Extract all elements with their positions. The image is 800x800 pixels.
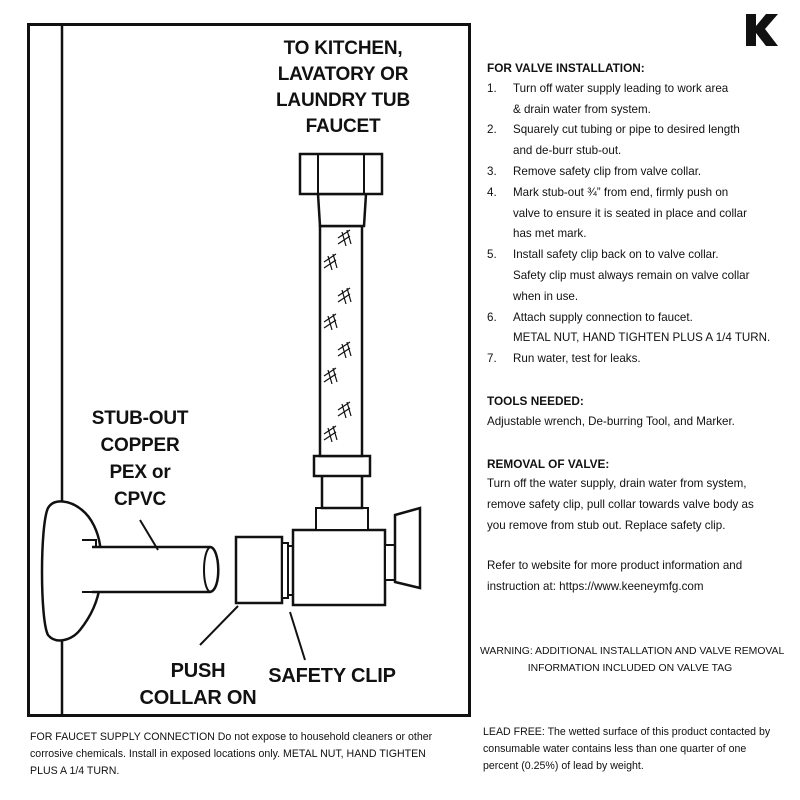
instructions-panel xyxy=(487,58,787,597)
installation-step xyxy=(487,308,787,350)
step-text: valve to ensure it is seated in place and collar xyxy=(513,206,747,220)
footer-left-text: PLUS A 1/4 TURN. xyxy=(30,765,120,777)
installation-step xyxy=(487,120,787,162)
footer-left-text: corrosive chemicals. Install in exposed locations only. METAL NUT, HAND TIGHTEN xyxy=(30,748,426,760)
removal-text: you remove from stub out. Replace safety clip. xyxy=(487,518,726,532)
safety-clip-label: SAFETY CLIP xyxy=(268,665,396,687)
compression-nut xyxy=(314,456,370,476)
installation-step xyxy=(487,245,787,307)
warning-note xyxy=(480,643,785,677)
tools-heading: TOOLS NEEDED: xyxy=(487,393,584,408)
warning-text: INFORMATION INCLUDED ON VALVE TAG xyxy=(527,663,733,674)
step-text: Mark stub-out ¾” from end, firmly push on xyxy=(513,185,729,199)
step-number: 4. xyxy=(487,185,497,199)
push-collar xyxy=(236,537,282,603)
website-text: instruction at: https://www.keeneymfg.com xyxy=(487,579,704,593)
faucet-label-line: FAUCET xyxy=(305,116,381,137)
step-text: Remove safety clip from valve collar. xyxy=(513,164,702,178)
spacer xyxy=(487,370,787,391)
step-number: 1. xyxy=(487,81,497,95)
compression-fitting xyxy=(322,474,362,508)
faucet-label xyxy=(258,36,428,140)
installation-steps xyxy=(487,79,787,370)
stub-leader-line xyxy=(140,520,158,550)
step-text: METAL NUT, HAND TIGHTEN PLUS A 1/4 TURN. xyxy=(513,331,771,345)
footer-right-text: consumable water contains less than one quarter of one xyxy=(483,743,747,755)
step-text: Turn off water supply leading to work area xyxy=(513,81,729,95)
spacer xyxy=(487,537,787,556)
step-text: Run water, test for leaks. xyxy=(513,352,641,366)
website-text: Refer to website for more product information and xyxy=(487,558,743,572)
stub-label-line: COPPER xyxy=(100,435,180,456)
step-text: Safety clip must always remain on valve collar xyxy=(513,268,750,282)
stub-label-line: PEX or xyxy=(109,462,171,483)
removal-heading: REMOVAL OF VALVE: xyxy=(487,456,610,471)
step-number: 3. xyxy=(487,164,497,178)
step-text: Squarely cut tubing or pipe to desired length xyxy=(513,123,740,137)
installation-step xyxy=(487,79,787,121)
clip-leader-line xyxy=(290,612,305,660)
stub-label-line: CPVC xyxy=(114,489,166,510)
valve-handle xyxy=(395,508,420,588)
hose-ferrule xyxy=(318,194,366,226)
step-number: 5. xyxy=(487,248,497,262)
keeney-k-logo-icon xyxy=(744,12,780,48)
installation-heading: FOR VALVE INSTALLATION: xyxy=(487,61,645,75)
push-leader-line xyxy=(200,606,238,645)
step-text: and de-burr stub-out. xyxy=(513,144,622,158)
valve-outlet xyxy=(316,508,368,530)
installation-step xyxy=(487,349,787,370)
stub-out-label xyxy=(80,405,200,513)
step-text: Attach supply connection to faucet. xyxy=(513,310,693,324)
footer-right-text: LEAD FREE: The wetted surface of this product contacted by xyxy=(483,726,771,738)
valve-stem xyxy=(385,545,395,580)
step-number: 6. xyxy=(487,310,497,324)
stub-out-pipe xyxy=(92,547,218,592)
hex-nut xyxy=(300,154,382,194)
faucet-label-line: TO KITCHEN, xyxy=(283,38,403,59)
footer-right-text: percent (0.25%) of lead by weight. xyxy=(483,760,644,772)
escutcheon-flange xyxy=(42,501,100,640)
push-collar-label xyxy=(118,658,278,712)
step-text: has met mark. xyxy=(513,227,587,241)
step-text: when in use. xyxy=(513,289,579,303)
push-label-line: COLLAR ON xyxy=(139,687,257,709)
removal-text: remove safety clip, pull collar towards valve body as xyxy=(487,498,754,512)
stub-label-line: STUB-OUT xyxy=(91,408,189,429)
step-number: 7. xyxy=(487,352,497,366)
removal-text: Turn off the water supply, drain water from system, xyxy=(487,477,747,491)
step-text: Install safety clip back on to valve collar. xyxy=(513,248,719,262)
valve-body xyxy=(293,530,385,605)
installation-step xyxy=(487,162,787,183)
footer-left-text: FOR FAUCET SUPPLY CONNECTION Do not expose to household cleaners or other xyxy=(30,731,433,743)
faucet-label-line: LAUNDRY TUB xyxy=(276,90,410,111)
step-number: 2. xyxy=(487,123,497,137)
faucet-label-line: LAVATORY OR xyxy=(277,64,409,85)
spacer xyxy=(487,433,787,454)
installation-step xyxy=(487,183,787,245)
faucet-supply-note xyxy=(30,729,470,780)
warning-text: WARNING: ADDITIONAL INSTALLATION AND VALVE REMOVAL xyxy=(480,646,785,657)
step-text: & drain water from system. xyxy=(513,102,651,116)
lead-free-note xyxy=(483,724,783,775)
push-label-line: PUSH xyxy=(170,660,226,682)
tools-text: Adjustable wrench, De-burring Tool, and Marker. xyxy=(487,414,735,428)
